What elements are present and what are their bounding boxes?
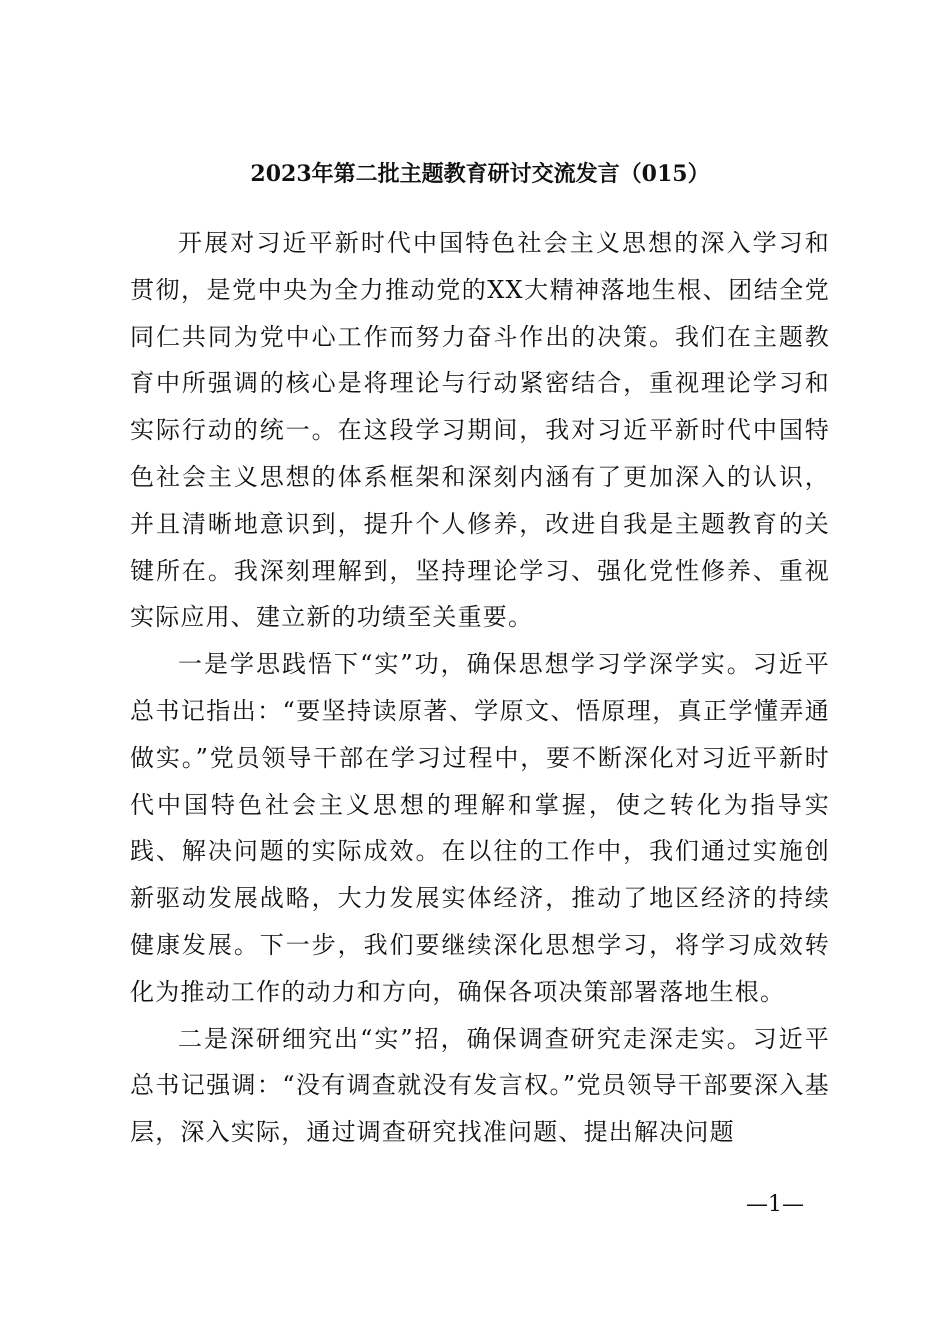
document-title: 2023年第二批主题教育研讨交流发言（015） bbox=[250, 161, 710, 187]
paragraph-intro: 开展对习近平新时代中国特色社会主义思想的深入学习和贯彻，是党中央为全力推动党的XX大精神落地生根、团结全党同仁共同为党中心工作而努力奋斗作出的决策。我们在主题教育中所强调的核心是将理论与行动紧密结合，重视理论学习和实际行动的统一。在这段学习期间，我对习近平新时代中国特色社会主义思想的体系框架和深刻内涵有了更加深入的认识，并且清晰地意识到，提升个人修养，改进自我是主题教育的关键所在。我深刻理解到，坚持理论学习、强化党性修养、重视实际应用、建立新的功绩至关重要。 bbox=[130, 229, 830, 632]
page-number: —1— bbox=[746, 1192, 804, 1217]
paragraph-point-one: 一是学思践悟下“实”功，确保思想学习学深学实。习近平总书记指出：“要坚持读原著、学原文、悟原理，真正学懂弄通做实。”党员领导干部在学习过程中，要不断深化对习近平新时代中国特色社会主义思想的理解和掌握，使之转化为指导实践、解决问题的实际成效。在以往的工作中，我们通过实施创新驱动发展战略，大力发展实体经济，推动了地区经济的持续健康发展。下一步，我们要继续深化思想学习，将学习成效转化为推动工作的动力和方向，确保各项决策部署落地生根。 bbox=[130, 650, 830, 1006]
document-body bbox=[130, 220, 830, 1156]
paragraph-point-two: 二是深研细究出“实”招，确保调查研究走深走实。习近平总书记强调：“没有调查就没有发言权。”党员领导干部要深入基层，深入实际，通过调查研究找准问题、提出解决问题 bbox=[130, 1024, 830, 1147]
